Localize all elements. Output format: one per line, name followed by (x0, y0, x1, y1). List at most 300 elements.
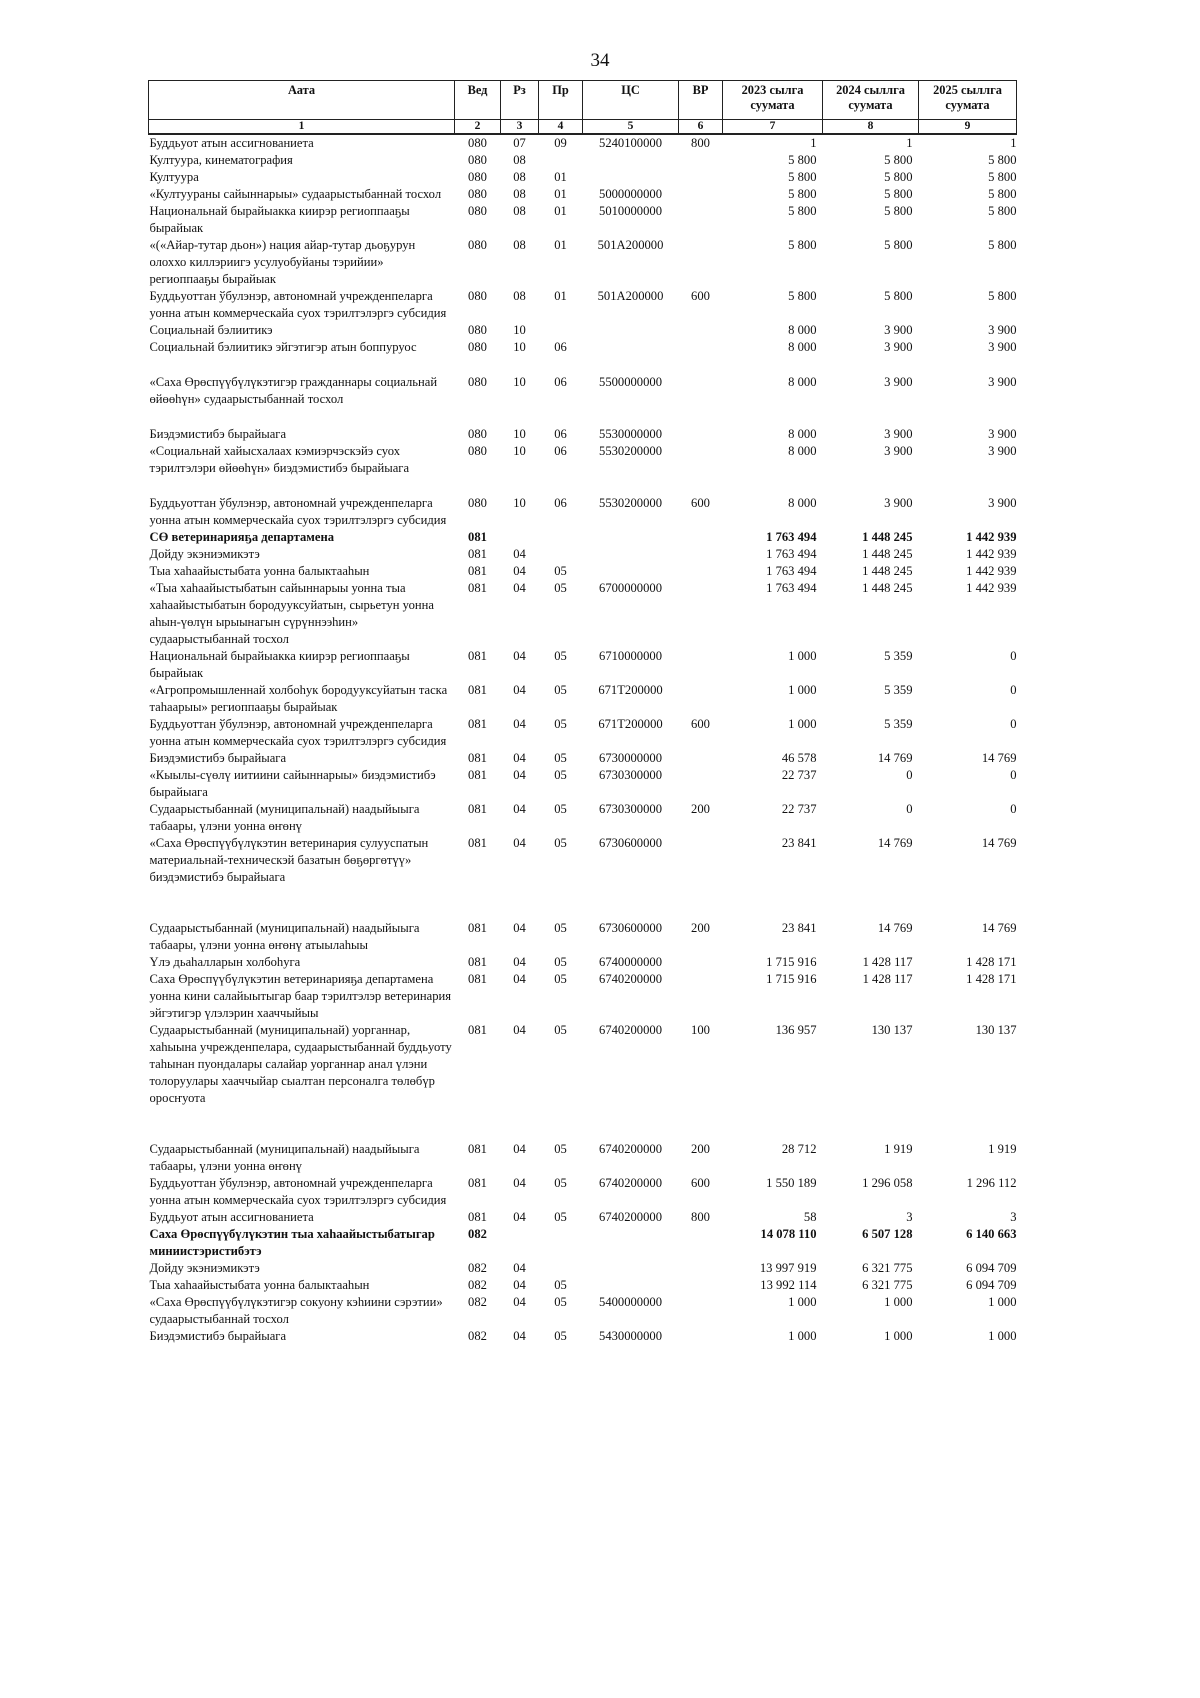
amount-2023: 23 841 (781, 921, 817, 935)
amount-2023: 1 763 494 (766, 530, 817, 544)
column-number: 5 (583, 120, 679, 135)
pr-code: 05 (554, 1278, 567, 1292)
cs-code (583, 529, 679, 546)
row-name: Буддьуоттан ўбулэнэр, автономнай учрежденпеларга уонна атын коммерческайа суох тэрилтэлэргэ субсидия (149, 717, 447, 748)
amount-2023: 5 800 (788, 153, 817, 167)
row-name: Социальнай бэлиитикэ (149, 323, 273, 337)
vr-code (679, 835, 723, 920)
rz-code (501, 529, 539, 546)
amount-2023: 8 000 (788, 323, 817, 337)
amount-2024: 14 769 (877, 836, 913, 850)
rz-code: 04 (513, 1023, 526, 1037)
amount-2023: 13 997 919 (759, 1261, 817, 1275)
column-number: 2 (455, 120, 501, 135)
ved-code: 080 (468, 289, 487, 303)
amount-2024: 3 900 (884, 375, 913, 389)
amount-2025: 6 140 663 (966, 1227, 1017, 1241)
row-name: Судаарыстыбаннай (муниципальнай) наадыйыыга табаары, үлэни уонна өҥөнү атыылаһыы (149, 921, 420, 952)
amount-2025: 3 900 (988, 375, 1017, 389)
table-row (149, 1260, 1017, 1277)
row-name: Буддьуоттан ўбулэнэр, автономнай учрежденпеларга уонна атын коммерческайа суох тэрилтэлэргэ субсидия (149, 496, 447, 527)
amount-2024: 1 448 245 (862, 547, 913, 561)
pr-code: 05 (554, 955, 567, 969)
ved-code: 081 (468, 768, 487, 782)
amount-2023: 1 763 494 (766, 547, 817, 561)
vr-code (679, 339, 723, 374)
row-name: «Агропромышленнай холбоһук бородууксуйатын таска таһаарыы» региоппааҕы бырайыак (149, 683, 448, 714)
ved-code: 080 (468, 204, 487, 218)
row-name: «Кыылы-сүөлү иитиини сайыннарыы» биэдэмистибэ бырайыага (149, 768, 436, 799)
cs-code: 6730600000 (599, 921, 662, 935)
table-row (149, 322, 1017, 339)
pr-code: 05 (554, 921, 567, 935)
vr-code: 800 (691, 136, 710, 150)
column-number: 7 (723, 120, 823, 135)
amount-2025: 1 000 (988, 1329, 1017, 1343)
amount-2023: 58 (803, 1210, 817, 1224)
rz-code: 04 (513, 802, 526, 816)
table-row (149, 563, 1017, 580)
pr-code: 05 (554, 1176, 567, 1190)
amount-2023: 8 000 (788, 340, 817, 354)
amount-2024: 0 (906, 768, 913, 782)
vr-code (679, 1294, 723, 1328)
pr-code: 05 (554, 581, 567, 595)
table-row (149, 682, 1017, 716)
row-name: «Тыа хаһаайыстыбатын сайыннарыы уонна тыа хаһаайыстыбатын бородууксуйатын, сырьетун уонна аһын-үөлүн ырыынагын сүрүннээһин» судаарыстыбаннай тосхол (149, 581, 434, 646)
vr-code (679, 322, 723, 339)
pr-code: 05 (554, 802, 567, 816)
pr-code: 05 (554, 1210, 567, 1224)
ved-code: 081 (468, 717, 487, 731)
row-name: Судаарыстыбаннай (муниципальнай) наадыйыыга табаары, үлэни уонна өҥөнү (149, 1142, 420, 1173)
cs-code: 6740200000 (599, 1176, 662, 1190)
column-number: 3 (501, 120, 539, 135)
amount-2023: 5 800 (788, 170, 817, 184)
cs-code (583, 152, 679, 169)
rz-code: 04 (513, 1295, 526, 1309)
amount-2024: 6 321 775 (862, 1278, 913, 1292)
amount-2025: 0 (1010, 802, 1017, 816)
row-name: Социальнай бэлиитикэ эйгэтигэр атын боппуруос (149, 340, 417, 354)
rz-code: 10 (513, 323, 526, 337)
table-row (149, 169, 1017, 186)
rz-code: 10 (513, 496, 526, 510)
amount-2025: 1 (1010, 136, 1017, 150)
ved-code: 082 (468, 1278, 487, 1292)
ved-code: 080 (468, 427, 487, 441)
amount-2025: 5 800 (988, 170, 1017, 184)
cs-code: 6740000000 (599, 955, 662, 969)
ved-code: 081 (468, 530, 487, 544)
header-pr: Пр (539, 81, 583, 120)
row-name: «Саха Өрөспүүбүлүкэтигэр гражданнары социальнай өйөөһүн» судаарыстыбаннай тосхол (149, 375, 438, 406)
amount-2023: 1 763 494 (766, 564, 817, 578)
row-name: Биэдэмистибэ бырайыага (149, 427, 287, 441)
cs-code (583, 1277, 679, 1294)
vr-code (679, 682, 723, 716)
amount-2024: 3 900 (884, 427, 913, 441)
amount-2024: 1 448 245 (862, 530, 913, 544)
cs-code: 501А200000 (597, 289, 664, 303)
amount-2025: 14 769 (981, 751, 1017, 765)
row-name: Буддьуот атын ассигнованиета (149, 1210, 314, 1224)
table-row (149, 443, 1017, 495)
cs-code: 6740200000 (599, 1023, 662, 1037)
row-name: Култуура (149, 170, 199, 184)
ved-code: 081 (468, 649, 487, 663)
rz-code: 10 (513, 427, 526, 441)
pr-code (539, 546, 583, 563)
vr-code (679, 186, 723, 203)
amount-2025: 0 (1010, 649, 1017, 663)
vr-code: 600 (691, 1176, 710, 1190)
rz-code: 08 (513, 187, 526, 201)
cs-code: 6740200000 (599, 1210, 662, 1224)
amount-2025: 0 (1010, 768, 1017, 782)
amount-2025: 5 800 (988, 187, 1017, 201)
pr-code: 05 (554, 751, 567, 765)
rz-code: 04 (513, 581, 526, 595)
amount-2025: 3 900 (988, 444, 1017, 458)
ved-code: 080 (468, 340, 487, 354)
amount-2024: 1 296 058 (862, 1176, 913, 1190)
amount-2023: 136 957 (775, 1023, 817, 1037)
pr-code: 06 (554, 375, 567, 389)
cs-code: 5240100000 (599, 136, 662, 150)
row-name: Дойду экэниэмикэтэ (149, 1261, 260, 1275)
table-row (149, 1294, 1017, 1328)
cs-code: 671Т200000 (598, 683, 663, 697)
amount-2024: 1 428 117 (862, 955, 913, 969)
cs-code: 671Т200000 (598, 717, 663, 731)
amount-2025: 1 296 112 (966, 1176, 1017, 1190)
ved-code: 081 (468, 564, 487, 578)
rz-code: 04 (513, 547, 526, 561)
amount-2025: 14 769 (981, 836, 1017, 850)
amount-2025: 3 900 (988, 496, 1017, 510)
table-row (149, 134, 1017, 152)
ved-code: 081 (468, 1142, 487, 1156)
ved-code: 080 (468, 444, 487, 458)
vr-code: 100 (691, 1023, 710, 1037)
amount-2023: 1 550 189 (766, 1176, 817, 1190)
amount-2025: 5 800 (988, 238, 1017, 252)
table-row (149, 374, 1017, 426)
pr-code (539, 1226, 583, 1260)
amount-2024: 14 769 (877, 921, 913, 935)
vr-code (679, 563, 723, 580)
pr-code: 05 (554, 564, 567, 578)
vr-code (679, 426, 723, 443)
row-name: Саха Өрөспүүбүлүкэтин ветеринарияҕа департамена уонна кини салайыытыгар баар тэрилтэлэр ветеринария эйгэтигэр үлэлэрин хааччыйыы (149, 972, 452, 1020)
vr-code (679, 767, 723, 801)
ved-code: 082 (468, 1261, 487, 1275)
vr-code (679, 237, 723, 288)
rz-code: 08 (513, 289, 526, 303)
ved-code: 080 (468, 375, 487, 389)
table-header-row (149, 81, 1017, 120)
row-name: «Саха Өрөспүүбүлүкэтин ветеринария сулууспатын материальнай-техническэй базатын бөҕөргөтүү» биэдэмистибэ бырайыага (149, 836, 429, 884)
ved-code: 080 (468, 136, 487, 150)
amount-2025: 3 900 (988, 427, 1017, 441)
table-row (149, 1226, 1017, 1260)
cs-code: 5400000000 (599, 1295, 662, 1309)
rz-code: 04 (513, 1176, 526, 1190)
amount-2024: 1 448 245 (862, 581, 913, 595)
amount-2024: 130 137 (871, 1023, 913, 1037)
pr-code: 05 (554, 768, 567, 782)
rz-code: 07 (513, 136, 526, 150)
amount-2025: 5 800 (988, 289, 1017, 303)
table-row (149, 648, 1017, 682)
table-row (149, 954, 1017, 971)
row-name: «(«Айар-тутар дьон») нация айар-тутар дьоҕурун олоххо киллэриигэ усулуобуйаны тэрийии» региоппааҕы бырайыак (149, 238, 416, 286)
pr-code: 01 (554, 187, 567, 201)
ved-code: 081 (468, 1210, 487, 1224)
rz-code: 04 (513, 1329, 526, 1343)
row-name: Буддьуоттан ўбулэнэр, автономнай учрежденпеларга уонна атын коммерческайа суох тэрилтэлэргэ субсидия (149, 1176, 447, 1207)
amount-2024: 3 900 (884, 340, 913, 354)
amount-2023: 22 737 (781, 768, 817, 782)
pr-code: 05 (554, 649, 567, 663)
amount-2023: 1 715 916 (766, 972, 817, 986)
amount-2024: 3 900 (884, 444, 913, 458)
header-rz: Рз (501, 81, 539, 120)
ved-code: 081 (468, 921, 487, 935)
amount-2024: 5 800 (884, 170, 913, 184)
cs-code: 6730300000 (599, 802, 662, 816)
table-row (149, 801, 1017, 835)
table-row (149, 1328, 1017, 1345)
table-row (149, 716, 1017, 750)
table-row (149, 237, 1017, 288)
cs-code (583, 169, 679, 186)
cs-code: 5010000000 (599, 204, 662, 218)
ved-code: 081 (468, 683, 487, 697)
pr-code (539, 322, 583, 339)
rz-code: 10 (513, 444, 526, 458)
amount-2025: 1 442 939 (966, 547, 1017, 561)
vr-code: 600 (691, 717, 710, 731)
pr-code: 01 (554, 204, 567, 218)
amount-2023: 1 000 (788, 1295, 817, 1309)
amount-2025: 3 900 (988, 340, 1017, 354)
rz-code (501, 1226, 539, 1260)
amount-2023: 8 000 (788, 444, 817, 458)
rz-code: 04 (513, 649, 526, 663)
rz-code: 04 (513, 921, 526, 935)
table-row (149, 1022, 1017, 1141)
rz-code: 08 (513, 170, 526, 184)
table-row (149, 426, 1017, 443)
ved-code: 081 (468, 802, 487, 816)
vr-code: 600 (691, 496, 710, 510)
amount-2025: 14 769 (981, 921, 1017, 935)
amount-2023: 22 737 (781, 802, 817, 816)
amount-2023: 1 715 916 (766, 955, 817, 969)
vr-code (679, 1260, 723, 1277)
cs-code: 5000000000 (599, 187, 662, 201)
rz-code: 04 (513, 1210, 526, 1224)
amount-2023: 1 000 (788, 683, 817, 697)
vr-code (679, 203, 723, 237)
cs-code: 5530200000 (599, 496, 662, 510)
cs-code: 5530200000 (599, 444, 662, 458)
ved-code: 081 (468, 547, 487, 561)
pr-code: 06 (554, 444, 567, 458)
cs-code: 6740200000 (599, 1142, 662, 1156)
amount-2024: 5 800 (884, 153, 913, 167)
table-row (149, 750, 1017, 767)
amount-2023: 14 078 110 (760, 1227, 817, 1241)
cs-code: 6730000000 (599, 751, 662, 765)
amount-2024: 5 359 (884, 683, 913, 697)
rz-code: 04 (513, 1261, 526, 1275)
pr-code (539, 1260, 583, 1277)
amount-2023: 13 992 114 (760, 1278, 817, 1292)
pr-code: 01 (554, 289, 567, 303)
vr-code (679, 1277, 723, 1294)
vr-code (679, 954, 723, 971)
vr-code: 800 (691, 1210, 710, 1224)
amount-2025: 1 442 939 (966, 564, 1017, 578)
ved-code: 080 (468, 323, 487, 337)
table-row (149, 152, 1017, 169)
ved-code: 081 (468, 581, 487, 595)
amount-2025: 1 428 171 (966, 955, 1017, 969)
amount-2024: 1 448 245 (862, 564, 913, 578)
header-ved: Вед (455, 81, 501, 120)
row-name: Национальнай бырайыакка киирэр региоппааҕы бырайыак (149, 649, 410, 680)
pr-code: 09 (554, 136, 567, 150)
amount-2025: 6 094 709 (966, 1278, 1017, 1292)
amount-2025: 1 442 939 (966, 581, 1017, 595)
pr-code: 05 (554, 972, 567, 986)
cs-code (583, 1260, 679, 1277)
row-name: Судаарыстыбаннай (муниципальнай) наадыйыыга табаары, үлэни уонна өҥөнү (149, 802, 420, 833)
amount-2023: 5 800 (788, 289, 817, 303)
amount-2024: 0 (906, 802, 913, 816)
vr-code: 200 (691, 802, 710, 816)
amount-2023: 1 000 (788, 649, 817, 663)
vr-code: 200 (691, 1142, 710, 1156)
amount-2024: 6 507 128 (862, 1227, 913, 1241)
cs-code: 5530000000 (599, 427, 662, 441)
ved-code: 082 (468, 1227, 487, 1241)
amount-2023: 5 800 (788, 238, 817, 252)
budget-table (148, 80, 1017, 1345)
pr-code (539, 152, 583, 169)
pr-code: 01 (554, 238, 567, 252)
row-name: Үлэ дьаһалларын холбоһуга (149, 955, 301, 969)
amount-2023: 8 000 (788, 496, 817, 510)
table-body (149, 134, 1017, 1345)
amount-2025: 130 137 (975, 1023, 1017, 1037)
column-number: 8 (823, 120, 919, 135)
amount-2023: 8 000 (788, 427, 817, 441)
rz-code: 04 (513, 836, 526, 850)
cs-code (583, 563, 679, 580)
page-number: 34 (590, 50, 610, 71)
row-name: Судаарыстыбаннай (муниципальнай) уорганнар, хаһыына учрежденпелара, судаарыстыбаннай буддьуоту таһынан пуондалары салайар уорганнар анал үлэни толоруулары хааччыйар сыалтан персоналга төлөбүр оросҥуота (149, 1023, 452, 1105)
header-cs: ЦС (583, 81, 679, 120)
row-name: «Култуураны сайыннарыы» судаарыстыбаннай тосхол (149, 187, 442, 201)
table-row (149, 1277, 1017, 1294)
rz-code: 04 (513, 955, 526, 969)
column-number: 4 (539, 120, 583, 135)
pr-code: 05 (554, 1295, 567, 1309)
amount-2023: 46 578 (781, 751, 817, 765)
rz-code: 10 (513, 375, 526, 389)
table-row (149, 529, 1017, 546)
header-2025: 2025 сыллга суумата (919, 81, 1017, 120)
vr-code (679, 529, 723, 546)
vr-code (679, 750, 723, 767)
row-name: Култуура, кинематография (149, 153, 293, 167)
ved-code: 081 (468, 751, 487, 765)
amount-2025: 1 442 939 (966, 530, 1017, 544)
row-name: Биэдэмистибэ бырайыага (149, 751, 287, 765)
vr-code: 600 (691, 289, 710, 303)
table-row (149, 339, 1017, 374)
amount-2023: 23 841 (781, 836, 817, 850)
cs-code: 501А200000 (597, 238, 664, 252)
rz-code: 04 (513, 1142, 526, 1156)
amount-2025: 0 (1010, 683, 1017, 697)
amount-2024: 1 000 (884, 1295, 913, 1309)
cs-code (583, 322, 679, 339)
amount-2025: 1 919 (988, 1142, 1017, 1156)
amount-2023: 1 763 494 (766, 581, 817, 595)
table-row (149, 971, 1017, 1022)
rz-code: 08 (513, 153, 526, 167)
column-number-row (149, 120, 1017, 135)
rz-code: 04 (513, 768, 526, 782)
vr-code (679, 1226, 723, 1260)
table-row (149, 767, 1017, 801)
amount-2023: 1 (810, 136, 817, 150)
ved-code: 080 (468, 153, 487, 167)
vr-code (679, 580, 723, 648)
row-name: Тыа хаһаайыстыбата уонна балыктааһын (149, 1278, 370, 1292)
vr-code (679, 1328, 723, 1345)
pr-code: 05 (554, 683, 567, 697)
table-row (149, 1209, 1017, 1226)
pr-code: 06 (554, 340, 567, 354)
amount-2025: 5 800 (988, 204, 1017, 218)
vr-code (679, 169, 723, 186)
cs-code: 6730300000 (599, 768, 662, 782)
ved-code: 080 (468, 238, 487, 252)
amount-2023: 1 000 (788, 717, 817, 731)
vr-code (679, 374, 723, 426)
amount-2024: 6 321 775 (862, 1261, 913, 1275)
amount-2025: 6 094 709 (966, 1261, 1017, 1275)
amount-2025: 5 800 (988, 153, 1017, 167)
rz-code: 04 (513, 1278, 526, 1292)
pr-code (539, 529, 583, 546)
rz-code: 04 (513, 751, 526, 765)
amount-2024: 5 800 (884, 238, 913, 252)
row-name: СӨ ветеринарияҕа департамена (149, 530, 335, 544)
cs-code: 6730600000 (599, 836, 662, 850)
ved-code: 081 (468, 1176, 487, 1190)
vr-code (679, 152, 723, 169)
table-row (149, 1141, 1017, 1175)
row-name: Дойду экэниэмикэтэ (149, 547, 260, 561)
pr-code: 05 (554, 1142, 567, 1156)
